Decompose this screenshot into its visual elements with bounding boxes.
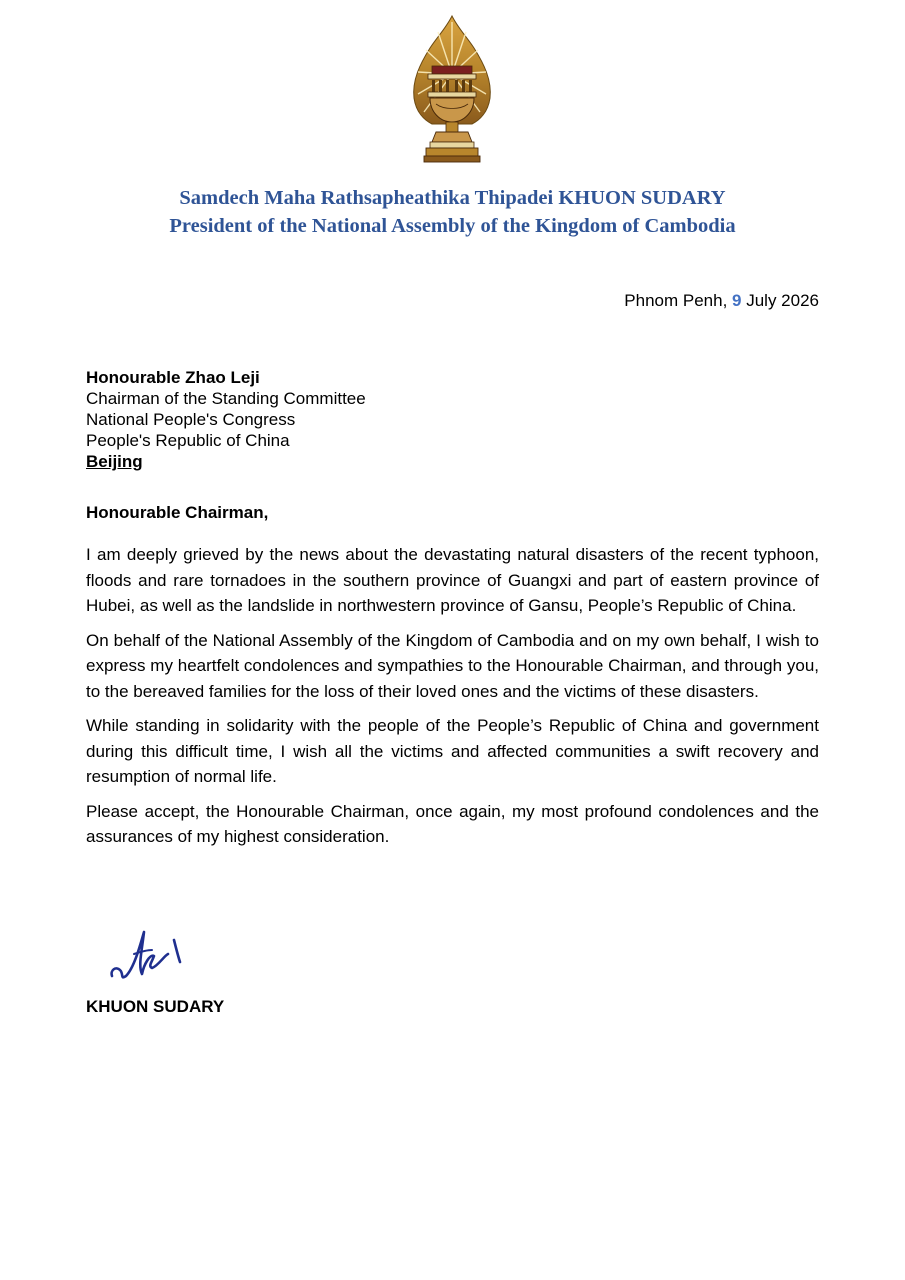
letter-date	[624, 290, 819, 312]
recipient-organization: National People's Congress	[86, 410, 296, 429]
body-paragraph: On behalf of the National Assembly of the Kingdom of Cambodia and on my own behalf, I wish to express my heartfelt condolences and sympathies to the Honourable Chairman, and through you, to the bereaved families for the loss of their loved ones and the victims of these disasters.	[86, 630, 819, 701]
letter-body	[86, 542, 819, 859]
body-paragraph: Please accept, the Honourable Chairman, once again, my most profound condolences and the assurances of my highest consideration.	[86, 801, 819, 846]
date-day: 9	[732, 291, 742, 310]
letterhead-name: Samdech Maha Rathsapheathika Thipadei KHUON SUDARY	[179, 187, 726, 209]
recipient-name: Honourable Zhao Leji	[86, 368, 260, 387]
date-place: Phnom Penh,	[624, 291, 733, 310]
recipient-address-block	[86, 367, 366, 472]
recipient-country: People's Republic of China	[86, 431, 290, 450]
recipient-city: Beijing	[86, 452, 143, 471]
body-paragraph: While standing in solidarity with the people of the People’s Republic of China and government during this difficult time, I wish all the victims and affected communities a swift recovery and resumption of normal life.	[86, 716, 819, 786]
date-month-year: July 2026	[741, 291, 819, 310]
cambodia-national-assembly-emblem-icon	[408, 14, 496, 170]
letterhead	[0, 184, 905, 240]
handwritten-signature-icon	[108, 926, 190, 982]
recipient-title: Chairman of the Standing Committee	[86, 389, 366, 408]
letterhead-title: President of the National Assembly of the Kingdom of Cambodia	[169, 215, 736, 237]
signer-name: KHUON SUDARY	[86, 997, 225, 1016]
body-paragraph: I am deeply grieved by the news about the devastating natural disasters of the recent typhoon, floods and rare tornadoes in the southern province of Guangxi and part of eastern province of Hubei, as well as the landslide in northwestern province of Gansu, People’s Republic of China.	[86, 545, 819, 615]
salutation: Honourable Chairman,	[86, 503, 269, 522]
